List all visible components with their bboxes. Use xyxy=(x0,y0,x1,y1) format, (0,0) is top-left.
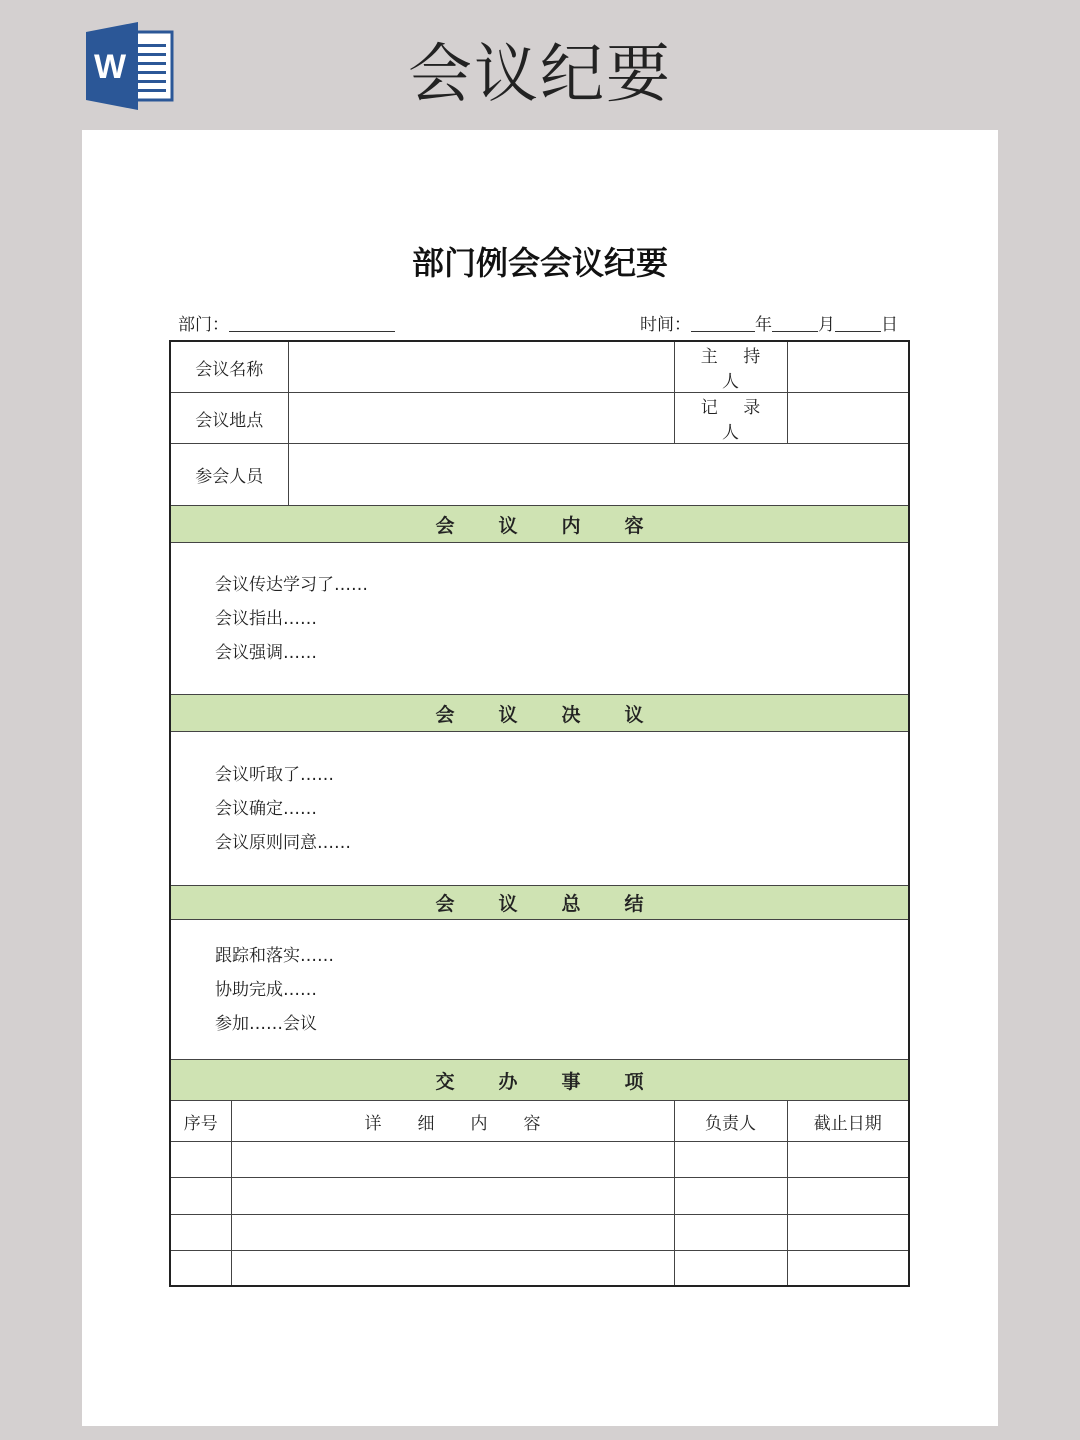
task-no-cell[interactable] xyxy=(170,1142,231,1178)
heading-char: 总 xyxy=(561,893,581,915)
banner-title: 会议纪要 xyxy=(408,38,672,112)
table-row xyxy=(170,1178,909,1215)
detail-char: 详 xyxy=(364,1113,382,1134)
heading-char: 结 xyxy=(624,893,644,915)
task-deadline-cell[interactable] xyxy=(787,1142,909,1178)
recorder-label: 记 录 人 xyxy=(674,393,787,444)
attendees-label: 参会人员 xyxy=(170,444,288,506)
heading-char: 决 xyxy=(561,703,581,726)
col-header-owner: 负责人 xyxy=(674,1101,787,1142)
content-section-body[interactable] xyxy=(170,543,909,695)
heading-char: 会 xyxy=(435,703,455,726)
heading-char: 项 xyxy=(624,1070,644,1093)
heading-char: 办 xyxy=(498,1070,518,1093)
task-detail-cell[interactable] xyxy=(231,1251,674,1286)
task-detail-cell[interactable] xyxy=(231,1215,674,1251)
task-owner-cell[interactable] xyxy=(674,1142,787,1178)
resolution-line: 会议确定…… xyxy=(215,798,317,819)
document-page xyxy=(82,130,998,1426)
content-line: 会议传达学习了…… xyxy=(215,574,368,595)
heading-char: 容 xyxy=(624,514,644,537)
summary-section-body[interactable] xyxy=(170,920,909,1060)
year-label: 年 xyxy=(755,315,772,335)
heading-char: 会 xyxy=(435,514,455,537)
day-label: 日 xyxy=(881,315,898,335)
col-header-deadline: 截止日期 xyxy=(787,1101,909,1142)
year-blank[interactable] xyxy=(691,314,755,332)
month-blank[interactable] xyxy=(772,314,818,332)
meeting-name-label: 会议名称 xyxy=(170,341,288,393)
tasks-section-heading xyxy=(170,1060,909,1101)
svg-text:W: W xyxy=(93,48,127,86)
resolution-section-body[interactable] xyxy=(170,732,909,886)
minutes-table xyxy=(169,340,910,1287)
recorder-input[interactable] xyxy=(787,393,909,444)
task-detail-cell[interactable] xyxy=(231,1178,674,1215)
document-title: 部门例会会议纪要 xyxy=(411,244,668,282)
detail-char: 细 xyxy=(417,1113,435,1134)
col-header-detail xyxy=(231,1101,674,1142)
detail-char: 内 xyxy=(470,1113,488,1134)
heading-char: 议 xyxy=(624,703,644,726)
host-input[interactable] xyxy=(787,341,909,393)
task-owner-cell[interactable] xyxy=(674,1251,787,1286)
department-blank[interactable] xyxy=(229,314,395,332)
day-blank[interactable] xyxy=(835,314,881,332)
task-deadline-cell[interactable] xyxy=(787,1215,909,1251)
heading-char: 会 xyxy=(435,893,455,915)
heading-char: 议 xyxy=(498,703,518,726)
department-label: 部门： xyxy=(178,315,229,335)
summary-line: 参加……会议 xyxy=(215,1013,317,1034)
summary-line: 协助完成…… xyxy=(215,979,317,1000)
date-field xyxy=(640,310,898,335)
host-label: 主 持 人 xyxy=(674,341,787,393)
content-line: 会议指出…… xyxy=(215,608,317,629)
summary-section-heading xyxy=(170,886,909,920)
heading-char: 内 xyxy=(561,514,581,537)
task-deadline-cell[interactable] xyxy=(787,1251,909,1286)
location-label: 会议地点 xyxy=(170,393,288,444)
table-row xyxy=(170,1215,909,1251)
meeting-name-input[interactable] xyxy=(288,341,674,393)
heading-char: 议 xyxy=(498,893,518,915)
table-row xyxy=(170,1142,909,1178)
task-no-cell[interactable] xyxy=(170,1178,231,1215)
table-row xyxy=(170,1251,909,1286)
task-no-cell[interactable] xyxy=(170,1215,231,1251)
content-line: 会议强调…… xyxy=(215,642,317,663)
detail-char: 容 xyxy=(523,1113,541,1134)
resolution-line: 会议原则同意…… xyxy=(215,832,351,853)
task-deadline-cell[interactable] xyxy=(787,1178,909,1215)
col-header-no: 序号 xyxy=(170,1101,231,1142)
location-input[interactable] xyxy=(288,393,674,444)
content-section-heading xyxy=(170,506,909,543)
department-field xyxy=(178,310,395,335)
summary-line: 跟踪和落实…… xyxy=(215,945,334,966)
month-label: 月 xyxy=(818,315,835,335)
heading-char: 议 xyxy=(498,514,518,537)
resolution-section-heading xyxy=(170,695,909,732)
attendees-input[interactable] xyxy=(288,444,909,506)
task-detail-cell[interactable] xyxy=(231,1142,674,1178)
task-owner-cell[interactable] xyxy=(674,1178,787,1215)
time-label: 时间： xyxy=(640,315,691,335)
task-no-cell[interactable] xyxy=(170,1251,231,1286)
heading-char: 事 xyxy=(561,1070,581,1093)
task-owner-cell[interactable] xyxy=(674,1215,787,1251)
heading-char: 交 xyxy=(435,1070,455,1093)
resolution-line: 会议听取了…… xyxy=(215,764,334,785)
